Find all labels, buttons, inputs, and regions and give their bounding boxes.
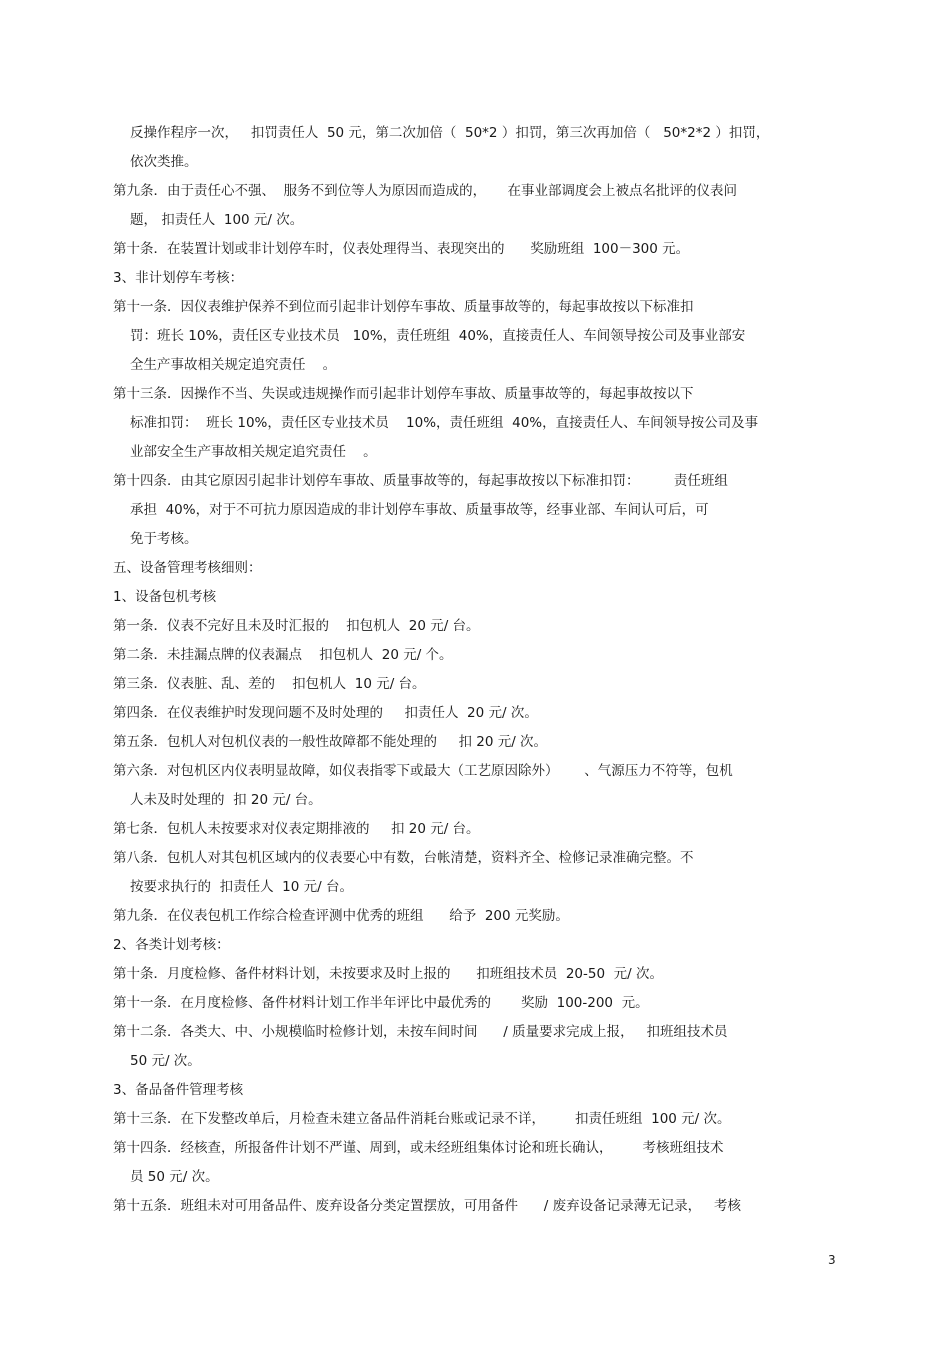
text-line: 员 50 元/ 次。 bbox=[130, 1169, 219, 1185]
text-line: 第八条．包机人对其包机区域内的仪表要心中有数，台帐清楚，资料齐全、检修记录准确完整。不 bbox=[113, 850, 694, 866]
text-line: 第十四条．经核查，所报备件计划不严谨、周到，或未经班组集体讨论和班长确认， 考核班组技术 bbox=[113, 1140, 724, 1156]
text-line: 第十二条．各类大、中、小规模临时检修计划，未按车间时间 / 质量要求完成上报， 扣班组技术员 bbox=[113, 1024, 728, 1040]
text-line: 第七条．包机人未按要求对仪表定期排液的 扣 20 元/ 台。 bbox=[113, 821, 480, 837]
text-line: 五、设备管理考核细则： bbox=[113, 560, 262, 576]
text-line: 人未及时处理的 扣 20 元/ 台。 bbox=[130, 792, 322, 808]
text-line: 第四条．在仪表维护时发现问题不及时处理的 扣责任人 20 元/ 次。 bbox=[113, 705, 538, 721]
text-line: 第九条．由于责任心不强、 服务不到位等人为原因而造成的， 在事业部调度会上被点名批评的仪表问 bbox=[113, 183, 738, 199]
text-line: 全生产事故相关规定追究责任 。 bbox=[130, 357, 337, 373]
text-line: 第十条．月度检修、备件材料计划，未按要求及时上报的 扣班组技术员 20-50 元/ 次。 bbox=[113, 966, 663, 982]
text-line: 第十一条．因仪表维护保养不到位而引起非计划停车事故、质量事故等的，每起事故按以下标准扣 bbox=[113, 299, 694, 315]
text-line: 免于考核。 bbox=[130, 531, 198, 547]
text-line: 承担 40%，对于不可抗力原因造成的非计划停车事故、质量事故等，经事业部、车间认可后，可 bbox=[130, 502, 709, 518]
text-line: 第十三条．因操作不当、失误或违规操作而引起非计划停车事故、质量事故等的，每起事故按以下 bbox=[113, 386, 694, 402]
text-line: 50 元/ 次。 bbox=[130, 1053, 201, 1069]
text-line: 标准扣罚： 班长 10%，责任区专业技术员 10%，责任班组 40%，直接责任人、车间领导按公司及事 bbox=[130, 415, 759, 431]
text-line: 第十一条．在月度检修、备件材料计划工作半年评比中最优秀的 奖励 100-200 元。 bbox=[113, 995, 649, 1011]
text-line: 第三条．仪表脏、乱、差的 扣包机人 10 元/ 台。 bbox=[113, 676, 426, 692]
text-line: 2、各类计划考核： bbox=[113, 937, 230, 953]
text-line: 第十五条．班组未对可用备品件、废弃设备分类定置摆放，可用备件 / 废弃设备记录薄无记录， 考核 bbox=[113, 1198, 741, 1214]
text-line: 3、备品备件管理考核 bbox=[113, 1082, 244, 1098]
text-line: 依次类推。 bbox=[130, 154, 198, 170]
text-line: 反操作程序一次， 扣罚责任人 50 元，第二次加倍（ 50*2 ）扣罚，第三次再加倍（ 50*2*2 ）扣罚， bbox=[130, 125, 770, 141]
text-line: 3、非计划停车考核： bbox=[113, 270, 244, 286]
text-line: 第五条．包机人对包机仪表的一般性故障都不能处理的 扣 20 元/ 次。 bbox=[113, 734, 548, 750]
page-number: 3 bbox=[828, 1253, 836, 1267]
text-line: 业部安全生产事故相关规定追究责任 。 bbox=[130, 444, 377, 460]
text-line: 按要求执行的 扣责任人 10 元/ 台。 bbox=[130, 879, 353, 895]
text-line: 第六条．对包机区内仪表明显故障，如仪表指零下或最大（工艺原因除外） 、气源压力不符等，包机 bbox=[113, 763, 733, 779]
text-line: 罚：班长 10%，责任区专业技术员 10%，责任班组 40%，直接责任人、车间领导按公司及事业部安 bbox=[130, 328, 746, 344]
text-line: 第十条．在装置计划或非计划停车时，仪表处理得当、表现突出的 奖励班组 100－300 元。 bbox=[113, 241, 690, 257]
text-line: 题， 扣责任人 100 元/ 次。 bbox=[130, 212, 304, 228]
text-line: 第二条．未挂漏点牌的仪表漏点 扣包机人 20 元/ 个。 bbox=[113, 647, 453, 663]
text-line: 第十三条．在下发整改单后，月检查未建立备品件消耗台账或记录不详， 扣责任班组 100 元/ 次。 bbox=[113, 1111, 731, 1127]
text-line: 第十四条．由其它原因引起非计划停车事故、质量事故等的，每起事故按以下标准扣罚： 责任班组 bbox=[113, 473, 728, 489]
text-line: 第一条．仪表不完好且未及时汇报的 扣包机人 20 元/ 台。 bbox=[113, 618, 480, 634]
text-line: 第九条．在仪表包机工作综合检查评测中优秀的班组 给予 200 元奖励。 bbox=[113, 908, 569, 924]
text-line: 1、设备包机考核 bbox=[113, 589, 217, 605]
